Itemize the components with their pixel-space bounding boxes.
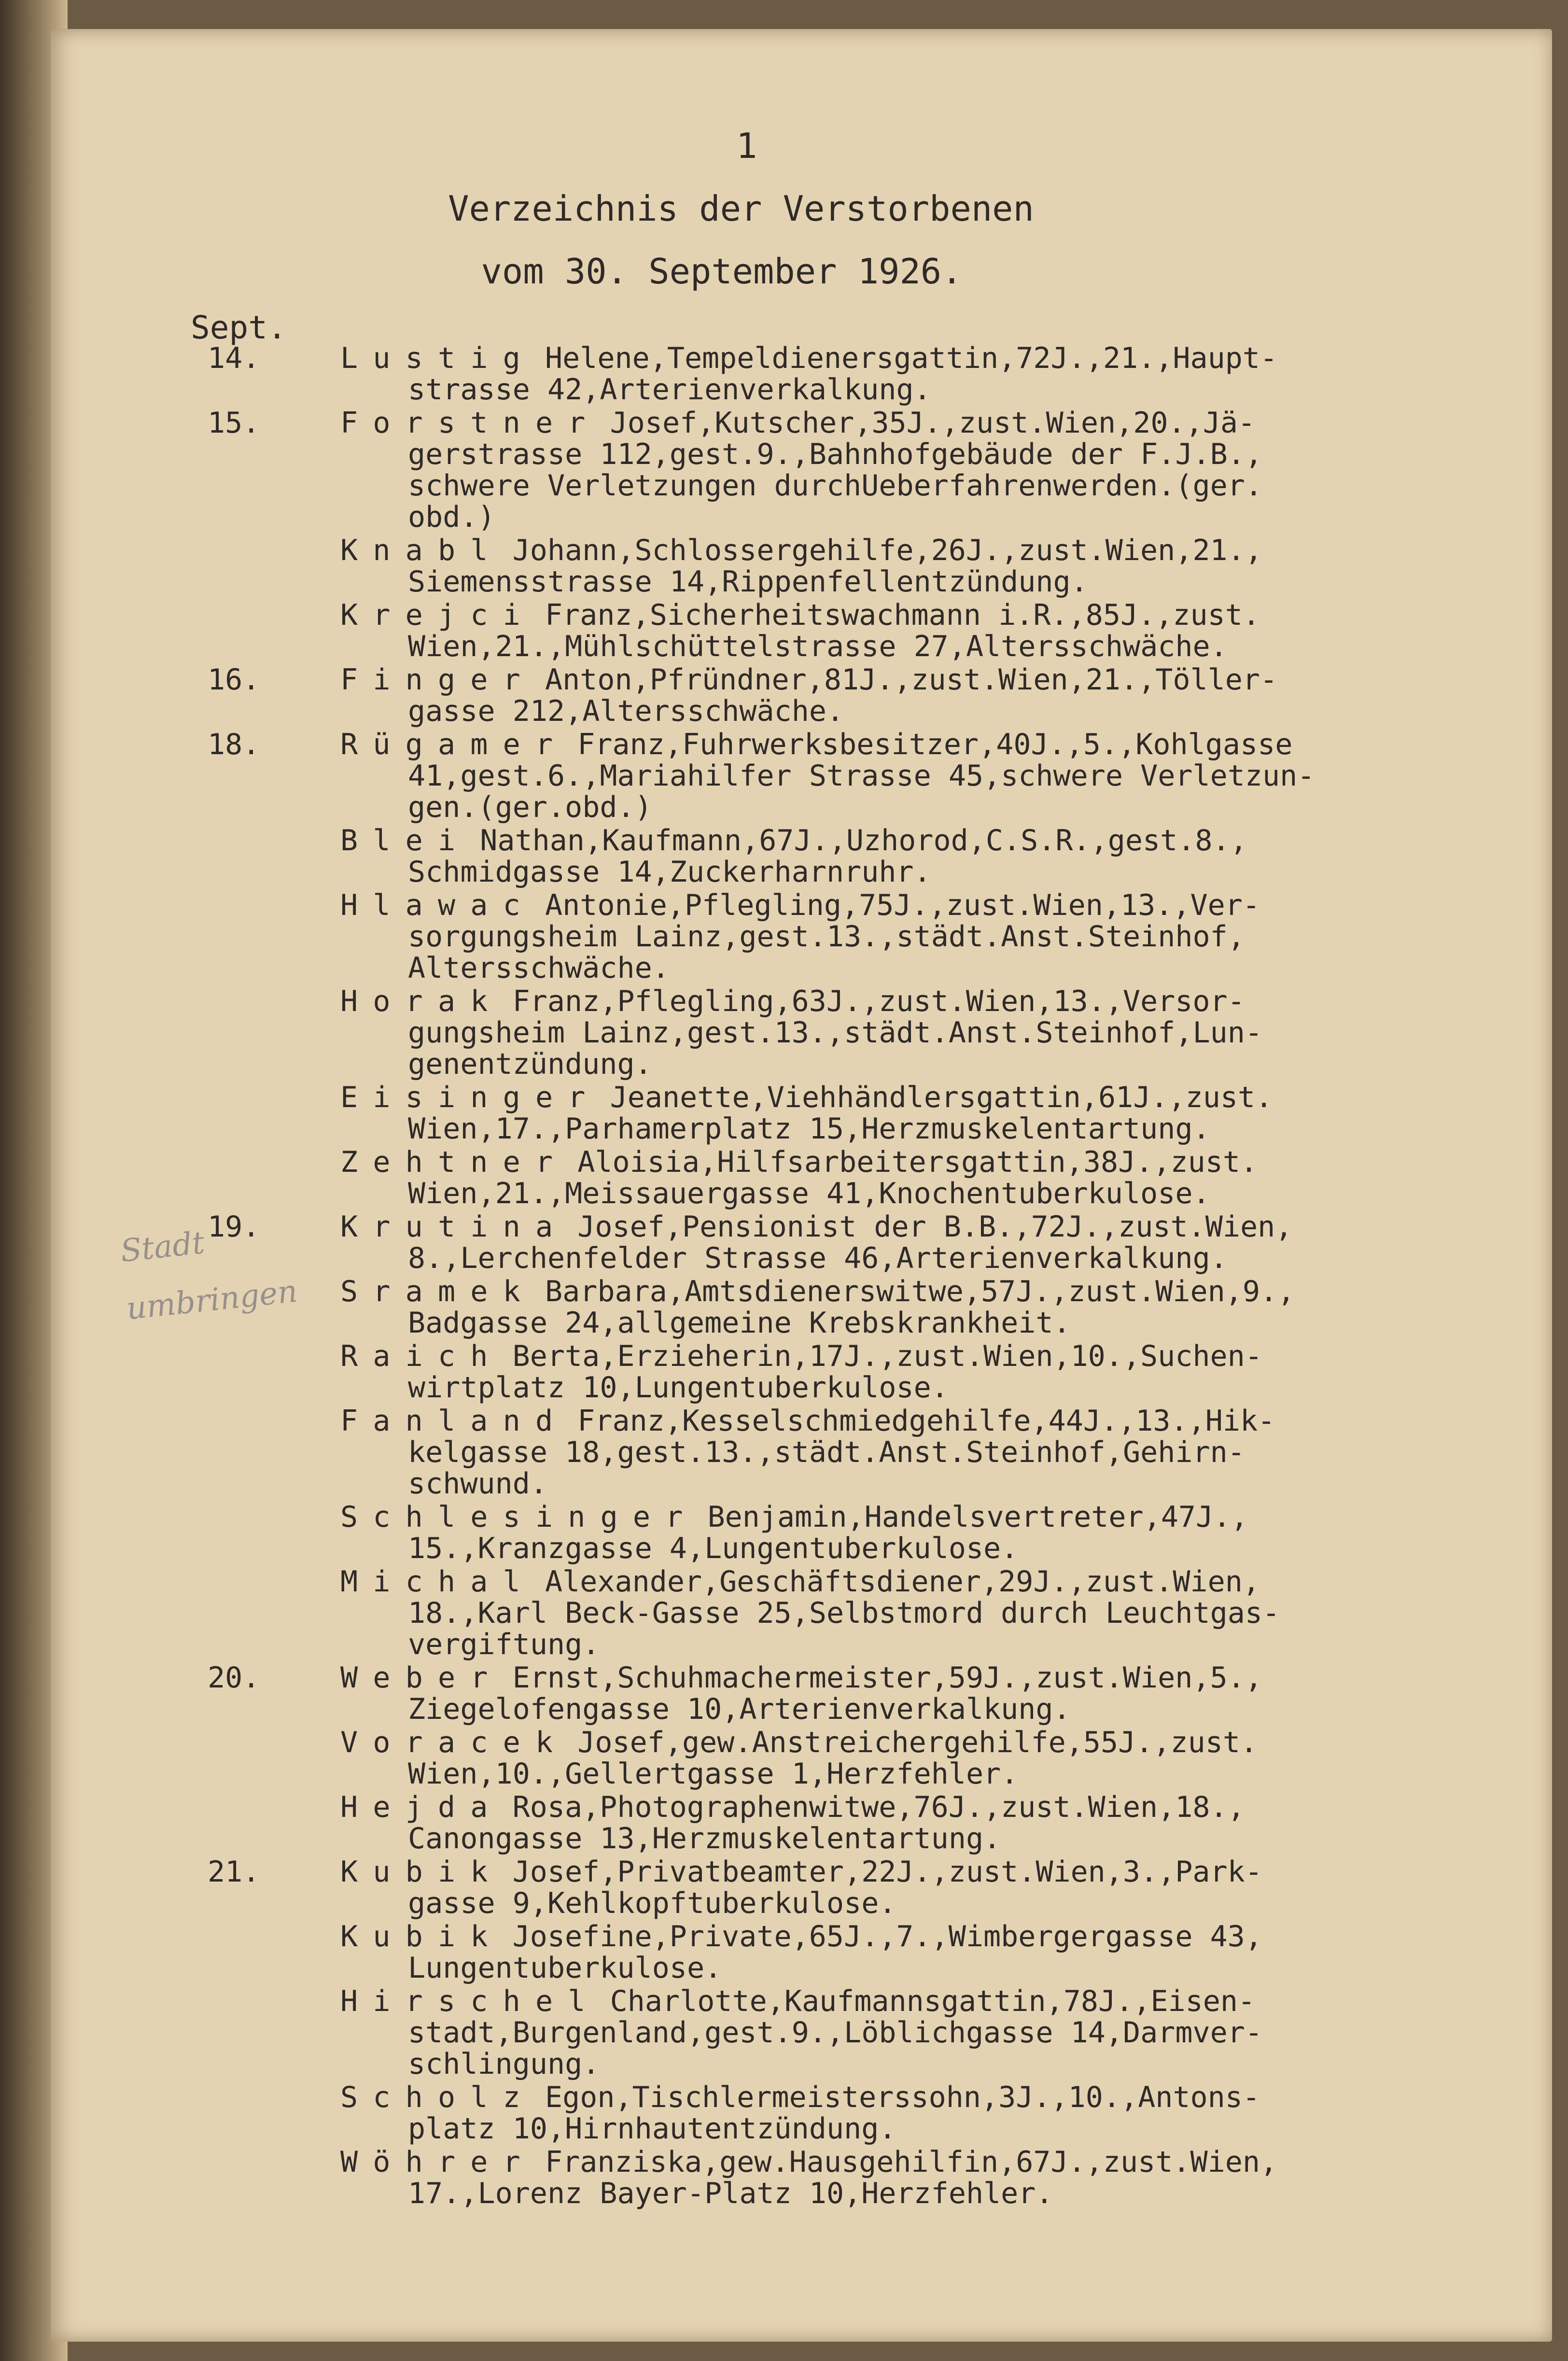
entry-text-line: wirtplatz 10,Lungentuberkulose.: [408, 1371, 949, 1405]
entry-text-line: stadt,Burgenland,gest.9.,Löblichgasse 14,Darmver-: [408, 2016, 1263, 2050]
entry-text-line: obd.): [408, 500, 495, 534]
entry-text-line: Wien,21.,Meissauergasse 41,Knochentuberkulose.: [408, 1177, 1210, 1210]
entry-text-line: Ernst,Schuhmachermeister,59J.,zust.Wien,5.,: [512, 1661, 1262, 1695]
entry-text-line: Alexander,Geschäftsdiener,29J.,zust.Wien,: [545, 1565, 1260, 1599]
entry-text-line: platz 10,Hirnhautentzündung.: [408, 2112, 896, 2146]
entry-day: 15.: [208, 406, 260, 440]
register-entry: [196, 1211, 1499, 1274]
register-entry: [196, 1856, 1499, 1919]
entry-day: 21.: [208, 1855, 260, 1889]
entry-text-line: schwund.: [408, 1467, 547, 1501]
register-entry: [196, 729, 1499, 823]
entry-text-line: Wien,17.,Parhamerplatz 15,Herzmuskelentartung.: [408, 1112, 1210, 1146]
entry-text-line: gen.(ger.obd.): [408, 790, 652, 824]
entry-text-line: gerstrasse 112,gest.9.,Bahnhofgebäude der F.J.B.,: [408, 437, 1263, 471]
register-entry: [196, 1566, 1499, 1660]
entry-surname: Fanland: [340, 1404, 568, 1438]
entry-text-line: Benjamin,Handelsvertreter,47J.,: [707, 1500, 1248, 1534]
entry-surname: Kubik: [340, 1920, 503, 1953]
register-entry: [196, 1792, 1499, 1855]
entry-day: 14.: [208, 341, 260, 375]
register-entry: [196, 1921, 1499, 1984]
entry-text-line: gungsheim Lainz,gest.13.,städt.Anst.Steinhof,Lun-: [408, 1016, 1263, 1050]
entry-text-line: Franz,Sicherheitswachmann i.R.,85J.,zust.: [545, 598, 1260, 632]
entry-text-line: Josef,gew.Anstreichergehilfe,55J.,zust.: [577, 1726, 1258, 1759]
entry-text-line: 17.,Lorenz Bayer-Platz 10,Herzfehler.: [408, 2177, 1053, 2210]
entry-text-line: Anton,Pfründner,81J.,zust.Wien,21.,Töller-: [545, 663, 1278, 697]
entry-text-line: Canongasse 13,Herzmuskelentartung.: [408, 1822, 1001, 1855]
entry-day: 18.: [208, 728, 260, 761]
entry-text-line: gasse 9,Kehlkopftuberkulose.: [408, 1886, 896, 1920]
entry-surname: Hlawac: [340, 888, 535, 922]
entry-text-line: Josef,Kutscher,35J.,zust.Wien,20.,Jä-: [610, 406, 1256, 440]
entry-text-line: Barbara,Amtsdienerswitwe,57J.,zust.Wien,9.,: [545, 1275, 1295, 1308]
entry-text-line: gasse 212,Altersschwäche.: [408, 694, 844, 728]
entry-surname: Krejci: [340, 598, 535, 632]
entry-surname: Wöhrer: [340, 2145, 535, 2179]
entry-text-line: Siemensstrasse 14,Rippenfellentzündung.: [408, 565, 1088, 599]
entry-surname: Scholz: [340, 2080, 535, 2114]
entry-surname: Rügamer: [340, 728, 568, 761]
entry-text-line: Nathan,Kaufmann,67J.,Uzhorod,C.S.R.,gest.8.,: [480, 824, 1247, 857]
entry-text-line: Lungentuberkulose.: [408, 1951, 722, 1985]
entry-text-line: 18.,Karl Beck-Gasse 25,Selbstmord durch Leuchtgas-: [408, 1596, 1280, 1630]
entry-text-line: sorgungsheim Lainz,gest.13.,städt.Anst.Steinhof,: [408, 920, 1245, 954]
margin-note-line: Stadt: [119, 1225, 207, 1270]
entry-text-line: schlingung.: [408, 2047, 600, 2081]
entry-text-line: Rosa,Photographenwitwe,76J.,zust.Wien,18.,: [512, 1790, 1245, 1824]
register-entry: [196, 1276, 1499, 1339]
entry-text-line: Jeanette,Viehhändlersgattin,61J.,zust.: [610, 1081, 1273, 1114]
entry-text-line: Egon,Tischlermeisterssohn,3J.,10.,Antons-: [545, 2080, 1260, 2114]
register-entry: [196, 408, 1499, 533]
entry-text-line: Franziska,gew.Hausgehilfin,67J.,zust.Wien,: [545, 2145, 1278, 2179]
register-entry: [196, 1986, 1499, 2080]
entry-surname: Kubik: [340, 1855, 503, 1889]
entry-surname: Hirschel: [340, 1984, 601, 2018]
entry-surname: Zehtner: [340, 1145, 568, 1179]
entry-text-line: Antonie,Pflegling,75J.,zust.Wien,13.,Ver-: [545, 888, 1260, 922]
entry-surname: Raich: [340, 1339, 503, 1373]
entry-text-line: Helene,Tempeldienersgattin,72J.,21.,Haupt-: [545, 341, 1278, 375]
register-entry: [196, 1341, 1499, 1404]
entry-text-line: kelgasse 18,gest.13.,städt.Anst.Steinhof,Gehirn-: [408, 1435, 1245, 1469]
entry-text-line: Schmidgasse 14,Zuckerharnruhr.: [408, 855, 931, 889]
entry-surname: Knabl: [340, 534, 503, 567]
document-subtitle: vom 30. September 1926.: [481, 251, 963, 292]
entry-surname: Krutina: [340, 1210, 568, 1244]
register-entry: [196, 1147, 1499, 1209]
register-entry: [196, 343, 1499, 406]
entry-day: 19.: [208, 1210, 260, 1244]
register-entry: [196, 1405, 1499, 1500]
entry-text-line: Josef,Privatbeamter,22J.,zust.Wien,3.,Park-: [512, 1855, 1262, 1889]
entry-text-line: 15.,Kranzgasse 4,Lungentuberkulose.: [408, 1532, 1019, 1565]
entry-text-line: Josef,Pensionist der B.B.,72J.,zust.Wien,: [577, 1210, 1293, 1244]
document-title: Verzeichnis der Verstorbenen: [448, 188, 1034, 229]
entry-text-line: schwere Verletzungen durchUeberfahrenwerden.(ger.: [408, 469, 1263, 503]
entry-text-line: Josefine,Private,65J.,7.,Wimbergergasse 43,: [512, 1920, 1262, 1953]
entry-text-line: vergiftung.: [408, 1628, 600, 1661]
entry-text-line: Wien,10.,Gellertgasse 1,Herzfehler.: [408, 1757, 1019, 1791]
register-entry: [196, 2147, 1499, 2209]
entry-surname: Horak: [340, 984, 503, 1018]
entry-surname: Finger: [340, 663, 535, 697]
entry-surname: Forstner: [340, 406, 601, 440]
entry-surname: Eisinger: [340, 1081, 601, 1114]
register-entry: [196, 1082, 1499, 1145]
entry-surname: Blei: [340, 824, 471, 857]
margin-note-line: umbringen: [125, 1273, 299, 1327]
entry-text-line: 8.,Lerchenfelder Strasse 46,Arterienverkalkung.: [408, 1241, 1228, 1275]
register-entry: [196, 986, 1499, 1080]
month-label: Sept.: [191, 309, 287, 346]
entry-day: 16.: [208, 663, 260, 697]
entry-text-line: Franz,Fuhrwerksbesitzer,40J.,5.,Kohlgasse: [577, 728, 1293, 761]
entry-text-line: Berta,Erzieherin,17J.,zust.Wien,10.,Suchen-: [512, 1339, 1262, 1373]
register-entry: [196, 535, 1499, 598]
entry-day: 20.: [208, 1661, 260, 1695]
entry-text-line: Charlotte,Kaufmannsgattin,78J.,Eisen-: [610, 1984, 1256, 2018]
register-entry: [196, 664, 1499, 727]
register-entry: [196, 1727, 1499, 1790]
register-entry: [196, 890, 1499, 984]
entry-text-line: Franz,Kesselschmiedgehilfe,44J.,13.,Hik-: [577, 1404, 1275, 1438]
entry-text-line: Wien,21.,Mühlschüttelstrasse 27,Altersschwäche.: [408, 630, 1228, 663]
entry-surname: Voracek: [340, 1726, 568, 1759]
register-entry: [196, 825, 1499, 888]
entry-surname: Sramek: [340, 1275, 535, 1308]
entry-text-line: 41,gest.6.,Mariahilfer Strasse 45,schwere Verletzun-: [408, 759, 1315, 793]
entry-text-line: Badgasse 24,allgemeine Krebskrankheit.: [408, 1306, 1071, 1340]
entry-surname: Lustig: [340, 341, 535, 375]
entry-text-line: Altersschwäche.: [408, 951, 670, 985]
entry-surname: Michal: [340, 1565, 535, 1599]
register-entry: [196, 1662, 1499, 1725]
entry-surname: Weber: [340, 1661, 503, 1695]
entry-surname: Hejda: [340, 1790, 503, 1824]
entry-text-line: Ziegelofengasse 10,Arterienverkalkung.: [408, 1692, 1071, 1726]
register-entry: [196, 1502, 1499, 1564]
entry-text-line: Johann,Schlossergehilfe,26J.,zust.Wien,21.,: [512, 534, 1262, 567]
entry-text-line: Aloisia,Hilfsarbeitersgattin,38J.,zust.: [577, 1145, 1258, 1179]
register-entry: [196, 600, 1499, 662]
death-register-list: [196, 343, 1499, 2211]
page-number: 1: [736, 126, 757, 166]
document-page: [51, 29, 1552, 2342]
entry-text-line: genentzündung.: [408, 1047, 652, 1081]
register-entry: [196, 2082, 1499, 2145]
entry-text-line: Franz,Pflegling,63J.,zust.Wien,13.,Versor-: [512, 984, 1245, 1018]
entry-text-line: strasse 42,Arterienverkalkung.: [408, 373, 931, 407]
entry-surname: Schlesinger: [340, 1500, 698, 1534]
